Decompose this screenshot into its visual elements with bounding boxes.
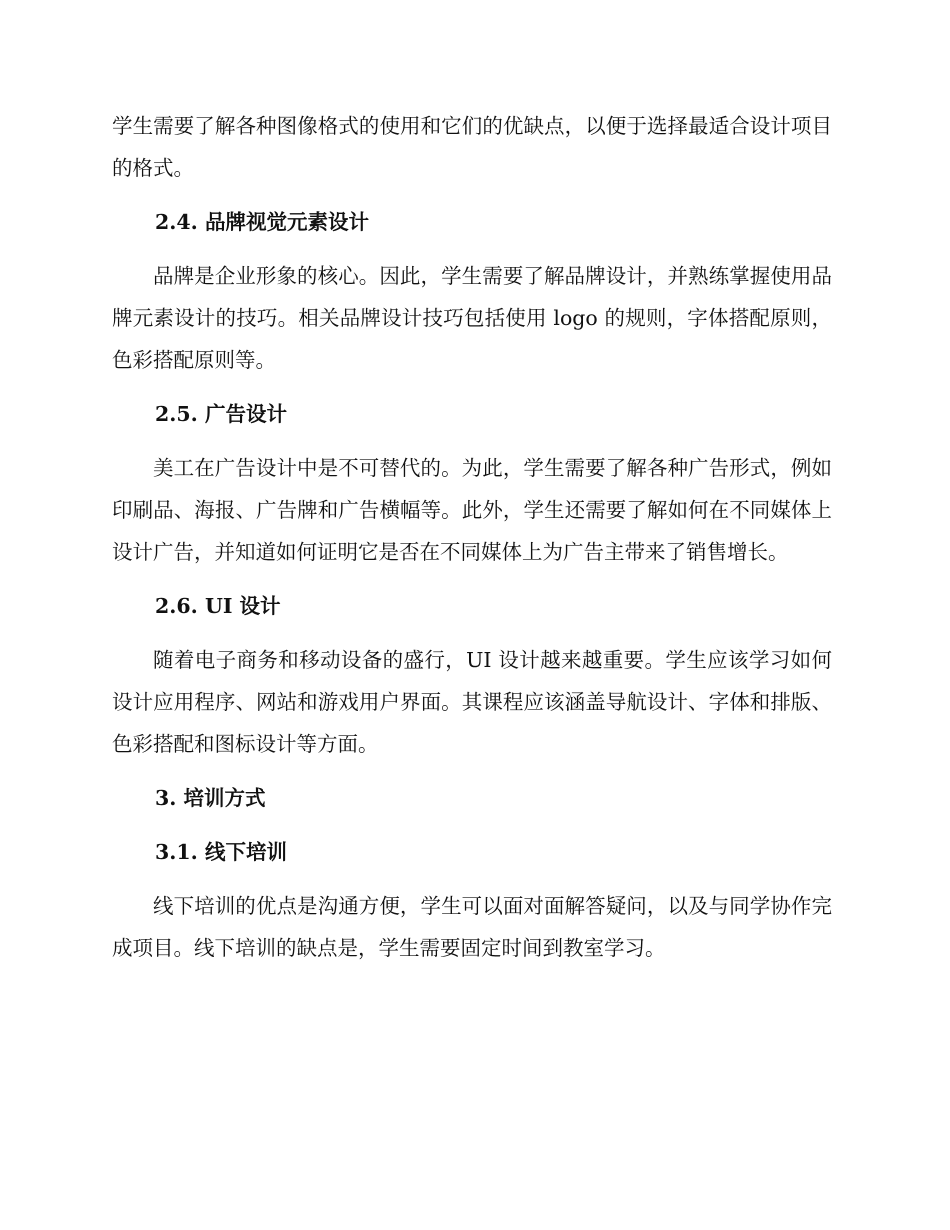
heading-2-4-brand-visual: 2.4. 品牌视觉元素设计 [155, 210, 369, 234]
paragraph-ui-design: 随着电子商务和移动设备的盛行，UI 设计越来越重要。学生应该学习如何设计应用程序、网站和游戏用户界面。其课程应该涵盖导航设计、字体和排版、色彩搭配和图标设计等方面。 [112, 648, 832, 756]
heading-3-training-methods: 3. 培训方式 [155, 786, 266, 810]
paragraph-image-formats: 学生需要了解各种图像格式的使用和它们的优缺点，以便于选择最适合设计项目的格式。 [112, 114, 832, 180]
paragraph-ad-design: 美工在广告设计中是不可替代的。为此，学生需要了解各种广告形式，例如印刷品、海报、广告牌和广告横幅等。此外，学生还需要了解如何在不同媒体上设计广告，并知道如何证明它是否在不同媒体上为广告主带来了销售增长。 [112, 456, 832, 564]
paragraph-offline-training: 线下培训的优点是沟通方便，学生可以面对面解答疑问，以及与同学协作完成项目。线下培训的缺点是，学生需要固定时间到教室学习。 [112, 894, 832, 960]
heading-2-5-ad-design: 2.5. 广告设计 [155, 402, 287, 426]
heading-2-6-ui-design: 2.6. UI 设计 [155, 594, 281, 618]
heading-3-1-offline-training: 3.1. 线下培训 [155, 840, 287, 864]
paragraph-brand-design: 品牌是企业形象的核心。因此，学生需要了解品牌设计，并熟练掌握使用品牌元素设计的技巧。相关品牌设计技巧包括使用 logo 的规则，字体搭配原则，色彩搭配原则等。 [112, 264, 832, 372]
document-body [112, 105, 832, 969]
